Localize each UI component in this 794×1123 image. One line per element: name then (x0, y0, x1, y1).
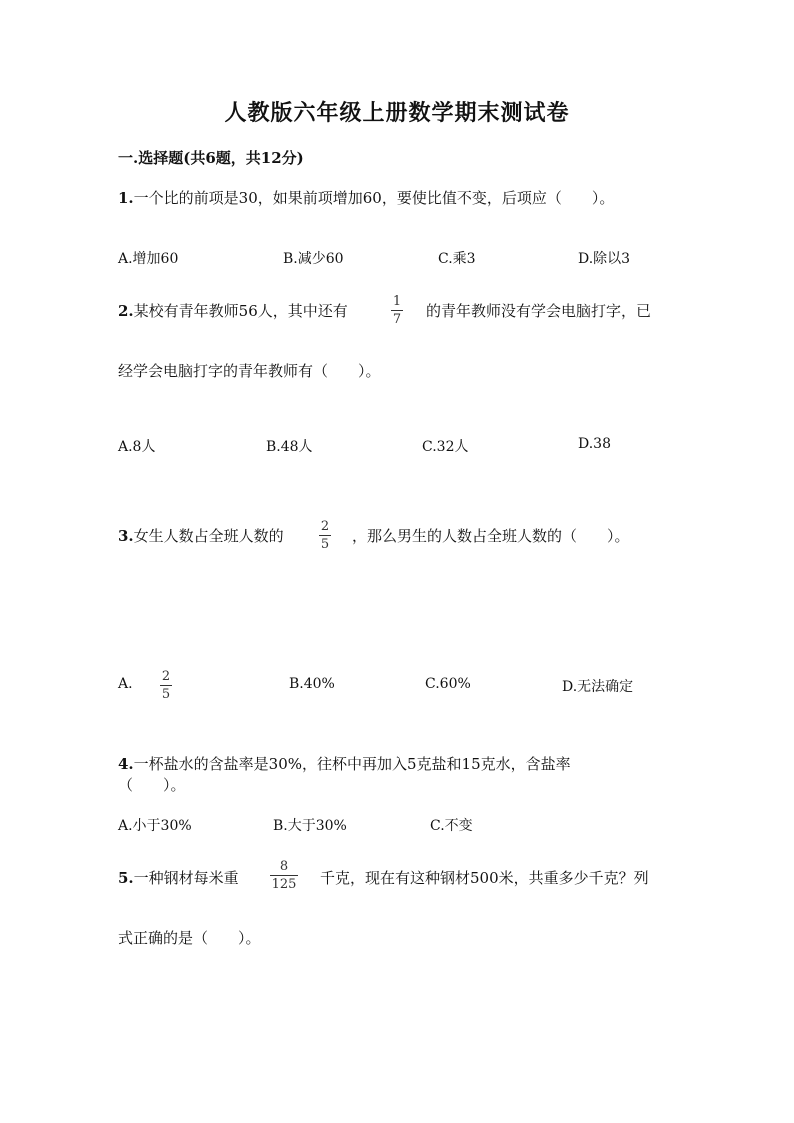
question-1 (118, 187, 614, 208)
question-number: 1. (118, 189, 134, 207)
q2-option-d[interactable]: D.38 (578, 436, 611, 452)
fraction-denominator: 125 (271, 877, 297, 892)
q1-option-b[interactable]: B.减少60 (283, 251, 344, 267)
q1-option-d[interactable]: D.除以3 (578, 251, 631, 267)
question-text: 一种钢材每米重 (133, 869, 239, 887)
question-2-line-1 (118, 300, 348, 321)
fraction-bar (319, 535, 331, 536)
q3-option-a-fraction (160, 669, 172, 702)
question-text: 一个比的前项是30，如果前项增加60，要使比值不变，后项应（ ）。 (133, 189, 615, 207)
question-5-line-2: 式正确的是（ ）。 (118, 929, 261, 947)
q3-option-c[interactable]: C.60% (425, 676, 471, 692)
question-4-line-1 (118, 753, 571, 774)
q5-fraction (270, 859, 298, 892)
q2-option-a[interactable]: A.8人 (118, 439, 156, 455)
fraction-bar (160, 685, 172, 686)
q3-fraction (319, 519, 331, 552)
question-text: 一杯盐水的含盐率是30%，往杯中再加入5克盐和15克水，含盐率 (133, 755, 571, 773)
question-4-line-2: （ ）。 (118, 776, 186, 794)
q3-option-b[interactable]: B.40% (289, 676, 335, 692)
question-number: 2. (118, 302, 134, 320)
q4-option-a[interactable]: A.小于30% (118, 818, 192, 834)
question-3-line-1-cont: ，那么男生的人数占全班人数的（ ）。 (352, 527, 630, 545)
option-label: A. (118, 676, 133, 692)
fraction-numerator: 2 (320, 519, 330, 534)
fraction-denominator: 5 (320, 537, 330, 552)
question-3-line-1 (118, 525, 284, 546)
question-number: 4. (118, 755, 134, 773)
fraction-denominator: 7 (392, 312, 402, 327)
q2-fraction (391, 294, 403, 327)
question-text: 女生人数占全班人数的 (133, 527, 284, 545)
fraction-denominator: 5 (161, 687, 171, 702)
fraction-numerator: 1 (392, 294, 402, 309)
q4-option-c[interactable]: C.不变 (430, 818, 473, 834)
q2-option-c[interactable]: C.32人 (422, 439, 469, 455)
question-number: 5. (118, 869, 134, 887)
q4-option-b[interactable]: B.大于30% (273, 818, 347, 834)
section-heading: 一.选择题(共6题，共12分) (118, 149, 304, 167)
page-title: 人教版六年级上册数学期末测试卷 (224, 100, 570, 126)
question-number: 3. (118, 527, 134, 545)
question-5-line-1 (118, 867, 239, 888)
q1-option-c[interactable]: C.乘3 (438, 251, 476, 267)
q1-option-a[interactable]: A.增加60 (118, 251, 179, 267)
question-text: 某校有青年教师56人，其中还有 (133, 302, 348, 320)
q2-option-b[interactable]: B.48人 (266, 439, 313, 455)
fraction-numerator: 8 (279, 859, 289, 874)
q3-option-d[interactable]: D.无法确定 (562, 679, 634, 695)
q3-option-a[interactable] (118, 676, 133, 692)
fraction-numerator: 2 (161, 669, 171, 684)
question-5-line-1-cont: 千克，现在有这种钢材500米，共重多少千克？列 (320, 869, 649, 887)
question-2-line-1-cont: 的青年教师没有学会电脑打字，已 (426, 302, 652, 320)
fraction-bar (391, 310, 403, 311)
fraction-bar (270, 875, 298, 876)
question-2-line-2: 经学会电脑打字的青年教师有（ ）。 (118, 362, 381, 380)
